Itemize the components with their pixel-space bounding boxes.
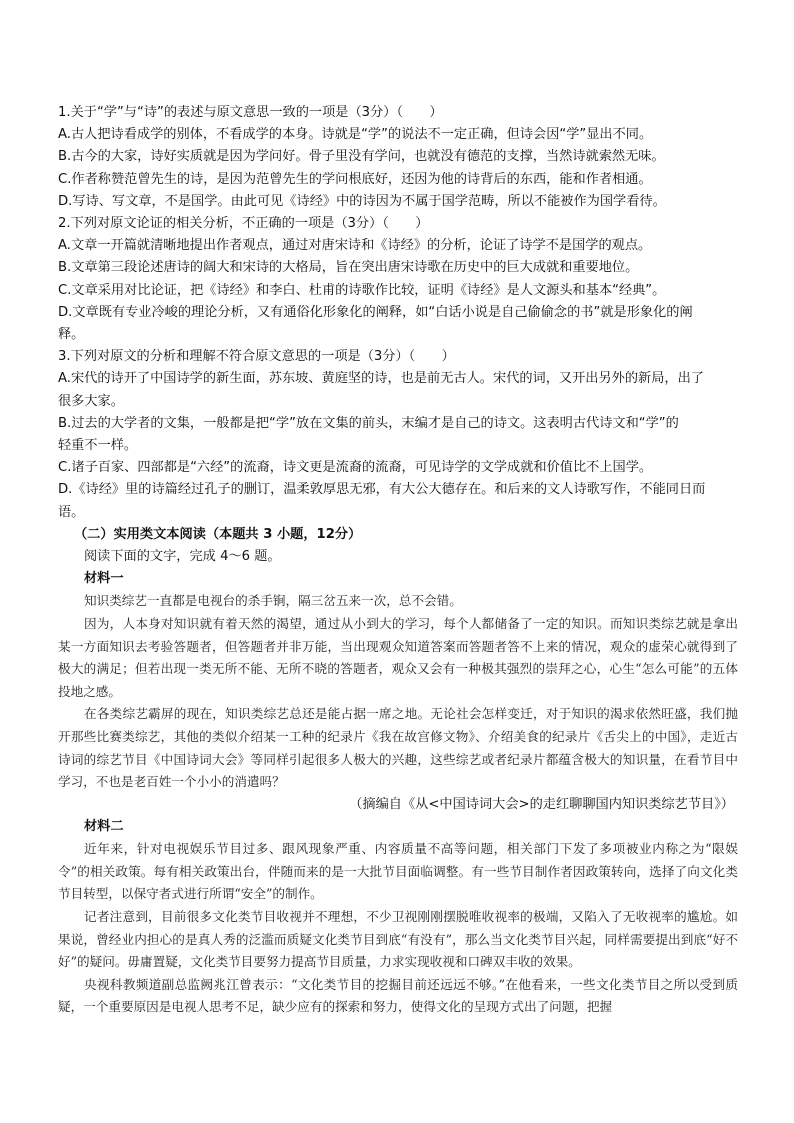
material-1-paragraph-1: 知识类综艺一直都是电视台的杀手锏，隔三岔五来一次，总不会错。: [84, 593, 462, 609]
question-2-option-b: B.文章第三段论述唐诗的阔大和宋诗的大格局，旨在突出唐宋诗歌在历史中的巨大成就和重要地位。: [58, 260, 639, 276]
question-1-option-d: D.写诗、写文章，不是国学。由此可见《诗经》中的诗因为不属于国学范畴，所以不能被作为国学看待。: [58, 193, 666, 209]
question-3-option-b-line2: 轻重不一样。: [58, 438, 138, 454]
question-2-stem: 2.下列对原文论证的相关分析，不正确的一项是（3分）（ ）: [58, 216, 429, 232]
question-2-option-a: A.文章一开篇就清晰地提出作者观点，通过对唐宋诗和《诗经》的分析，论证了诗学不是国学的观点。: [58, 238, 652, 254]
question-3-stem: 3.下列对原文的分析和理解不符合原文意思的一项是（3分）（ ）: [58, 349, 455, 365]
material-1-source: （摘编自《从<中国诗词大会>的走红聊聊国内知识类综艺节目》）: [349, 796, 734, 812]
question-1-stem: 1.关于“学”与“诗”的表述与原文意思一致的一项是（3分）（ ）: [58, 105, 443, 120]
question-1-option-a: A.古人把诗看成学的别体，不看成学的本身。诗就是“学”的说法不一定正确，但诗会因“学”显出不同。: [58, 127, 653, 143]
question-3-option-a-line2: 很多大家。: [58, 393, 124, 409]
section-2-instruction: 阅读下面的文字，完成 4～6 题。: [84, 549, 281, 565]
material-2-paragraph-1: 近年来，针对电视娱乐节目过多、跟风现象严重、内容质量不高等问题，相关部门下发了多项被业内称之为“限娱令”的相关政策。每有相关政策出台，伴随而来的是一大批节目面临调整。有一些节目制作者因政策转向，选择了向文化类节目转型，以保守者式进行所谓“安全”的制作。: [58, 841, 738, 902]
material-2-paragraph-2: 记者注意到，目前很多文化类节目收视并不理想，不少卫视刚刚摆脱唯收视率的极端，又陷入了无收视率的尴尬。如果说，曾经业内担心的是真人秀的泛滥而质疑文化类节目到底“有没有”，那么当文化类节目兴起，同样需要提出到底“好不好”的疑问。毋庸置疑，文化类节目要努力提高节目质量，力求实现收视和口碑双丰收的效果。: [58, 909, 738, 970]
question-3-option-b-line1: B.过去的大学者的文集，一般都是把“学”放在文集的前头，末编才是自己的诗文。这表明古代诗文和“学”的: [58, 415, 679, 431]
material-1-body: [58, 590, 738, 793]
material-1-paragraph-2: 因为，人本身对知识就有着天然的渴望，通过从小到大的学习，每个人都储备了一定的知识。而知识类综艺就是拿出某一方面知识去考验答题者，但答题者并非万能，当出现观众知道答案而答题者答不上来的情况，观众的虚荣心就得到了极大的满足；但若出现一类无所不能、无所不晓的答题者，观众又会有一种极其强烈的崇拜之心，心生“怎么可能”的五体投地之感。: [58, 616, 738, 699]
question-1-option-b: B.古今的大家，诗好实质就是因为学问好。骨子里没有学问，也就没有德范的支撑，当然诗就索然无味。: [58, 149, 665, 165]
question-2-option-c: C.文章采用对比论证，把《诗经》和李白、杜甫的诗歌作比较，证明《诗经》是人文源头和基本“经典”。: [58, 282, 666, 298]
material-2-paragraph-3: 央视科教频道副总监阙兆江曾表示：“文化类节目的挖掘目前还远远不够。”在他看来，一些文化类节目之所以受到质疑，一个重要原因是电视人思考不足，缺少应有的探索和努力，使得文化的呈现方式出了问题，把握: [58, 976, 738, 1015]
material-1-title: 材料一: [84, 571, 124, 587]
material-2-title: 材料二: [84, 819, 124, 835]
exam-page: [58, 102, 738, 1019]
material-1-paragraph-3: 在各类综艺霸屏的现在，知识类综艺总还是能占据一席之地。无论社会怎样变迁，对于知识的渴求依然旺盛，我们抛开那些比赛类综艺，其他的类似介绍某一工种的纪录片《我在故宫修文物》、介绍美食的纪录片《舌尖上的中国》，走近古诗词的综艺节目《中国诗词大会》等同样引起很多人极大的兴趣，这些综艺或者纪录片都蕴含极大的知识量，在看节目中学习，不也是老百姓一个小小的消遣吗？: [58, 706, 738, 790]
question-3-option-a-line1: A.宋代的诗开了中国诗学的新生面，苏东坡、黄庭坚的诗，也是前无古人。宋代的词，又开出另外的新局，出了: [58, 371, 704, 387]
question-3-option-d-line2: 语。: [58, 504, 85, 520]
material-2-body: [58, 838, 738, 1019]
question-1-option-c: C.作者称赞范曾先生的诗，是因为范曾先生的学问根底好，还因为他的诗背后的东西，能和作者相通。: [58, 171, 652, 187]
question-2-option-d-line1: D.文章既有专业冷峻的理论分析，又有通俗化形象化的阐释，如“白话小说是自己偷偷念的书”就是形象化的阐: [58, 304, 693, 320]
question-2-option-d-line2: 释。: [58, 327, 85, 343]
question-3-option-d-line1: D.《诗经》里的诗篇经过孔子的删订，温柔敦厚思无邪，有大公大德存在。和后来的文人诗歌写作，不能同日而: [58, 482, 706, 498]
question-3-option-c: C.诸子百家、四部都是“六经”的流裔，诗文更是流裔的流裔，可见诗学的文学成就和价值比不上国学。: [58, 460, 653, 476]
section-2-heading: （二）实用类文本阅读（本题共 3 小题，12分）: [74, 526, 362, 542]
